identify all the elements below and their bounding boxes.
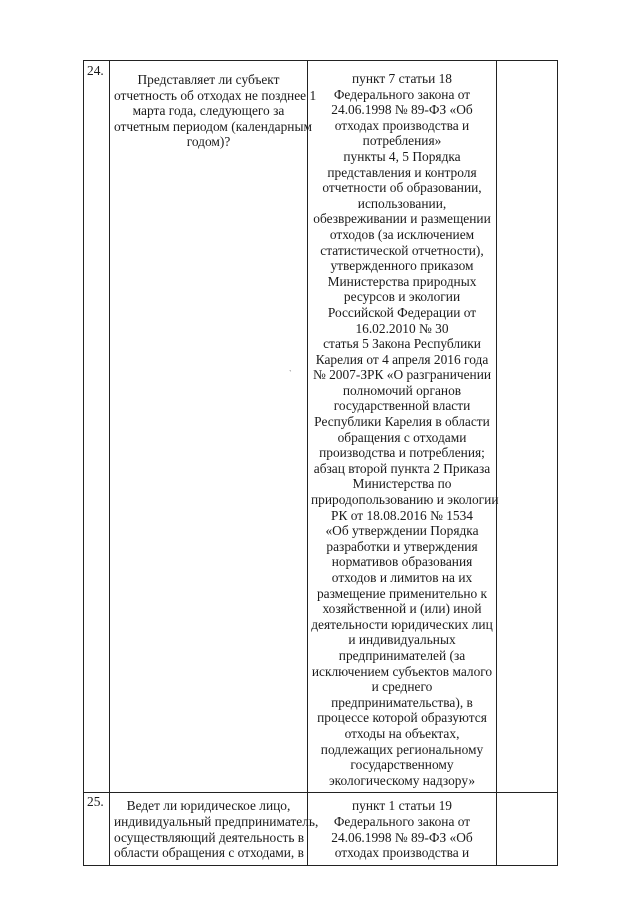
note-cell [497, 61, 558, 793]
reference-line: производства и потребления; [319, 445, 485, 461]
reference-line: хозяйственной и (или) иной [322, 601, 482, 617]
reference-line: деятельности юридических лиц [311, 616, 493, 632]
reference-line: отчетности об образовании, [322, 180, 482, 196]
question-line: отчетность об отходах не позднее 1 [114, 87, 317, 103]
question-line: области обращения с отходами, в [114, 845, 304, 861]
reference-line: статья 5 Закона Республики [323, 336, 481, 352]
checklist-table [83, 60, 558, 866]
reference-line: разработки и утверждения [326, 538, 478, 554]
reference-line: РК от 18.08.2016 № 1534 [331, 507, 473, 523]
reference-cell [308, 61, 497, 793]
reference-line: экологическому надзору» [328, 772, 476, 788]
scan-mark: ˋ [289, 369, 292, 378]
reference-line: представления и контроля [327, 164, 477, 180]
question-cell [110, 793, 319, 865]
reference-line: государственной власти [333, 398, 471, 414]
reference-line: Министерства природных [327, 273, 477, 289]
reference-line: «Об утверждении Порядка [325, 523, 479, 539]
reference-line: Федерального закона от [333, 86, 471, 102]
reference-cell [308, 793, 497, 865]
reference-line: отходах производства и [334, 117, 470, 133]
reference-line: подлежащих региональному [320, 741, 484, 757]
reference-line: и индивидуальных [348, 632, 456, 648]
table-row [84, 61, 558, 793]
reference-line: и среднего [371, 679, 433, 695]
reference-line: Федерального закона от [333, 813, 471, 829]
reference-line: размещение применительно к [316, 585, 488, 601]
reference-line: отходы на объектах, [344, 725, 460, 741]
reference-line: обезвреживании и размещении [313, 211, 491, 227]
reference-line: государственному [350, 757, 454, 773]
row-number: 24. [84, 61, 110, 793]
reference-line: исключением субъектов малого [311, 663, 493, 679]
reference-line: 24.06.1998 № 89-ФЗ «Об [331, 829, 473, 845]
reference-line: предпринимателей (за [338, 647, 466, 663]
question-line: годом)? [186, 134, 231, 150]
note-cell [497, 793, 558, 865]
reference-line: статистической отчетности), [320, 242, 484, 258]
question-line: Представляет ли субъект [137, 72, 280, 87]
question-line: Ведет ли юридическое лицо, [126, 798, 291, 814]
question-line: индивидуальный предприниматель, [114, 813, 319, 829]
reference-line: ресурсов и экологии [343, 289, 461, 305]
reference-line: отходах производства и [334, 845, 470, 861]
reference-line: обращения с отходами [337, 429, 467, 445]
question-line: отчетным периодом (календарным [114, 118, 312, 134]
table-row [84, 793, 558, 865]
reference-line: абзац второй пункта 2 Приказа [313, 460, 491, 476]
reference-line: использовании, [357, 195, 447, 211]
reference-line: отходов (за исключением [329, 226, 475, 242]
reference-line: процессе которой образуются [317, 710, 487, 726]
reference-line: утвержденного приказом [330, 258, 474, 274]
reference-line: предпринимательства), в [331, 694, 473, 710]
reference-line: Министерства по [352, 476, 452, 492]
reference-line: нормативов образования [331, 554, 473, 570]
reference-line: Республики Карелия в области [314, 414, 490, 430]
reference-line: пункт 7 статьи 18 [351, 71, 453, 86]
reference-line: Карелия от 4 апреля 2016 года [315, 351, 489, 367]
reference-line: 16.02.2010 № 30 [355, 320, 449, 336]
reference-line: природопользованию и экологии [311, 492, 499, 508]
reference-line: Российской Федерации от [327, 304, 477, 320]
reference-line: 24.06.1998 № 89-ФЗ «Об [331, 102, 473, 118]
question-cell [110, 61, 317, 793]
reference-line: пункты 4, 5 Порядка [343, 148, 461, 164]
reference-line: полномочий органов [342, 382, 462, 398]
reference-line: пункт 1 статьи 19 [351, 798, 453, 814]
reference-line: потребления» [362, 133, 442, 149]
reference-line: отходов и лимитов на их [331, 570, 473, 585]
question-line: осуществляющий деятельность в [114, 829, 305, 845]
row-number: 25. [84, 793, 110, 865]
question-line: марта года, следующего за [132, 103, 285, 119]
reference-line: № 2007-ЗРК «О разграничении [312, 367, 492, 383]
